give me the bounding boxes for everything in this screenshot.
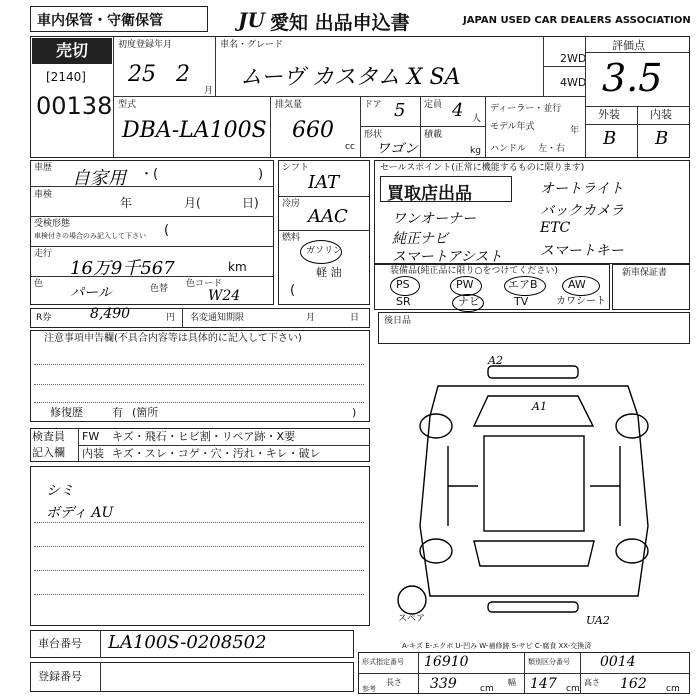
rating-value: 3.5 <box>602 56 663 100</box>
model-label: 型式 <box>118 100 137 110</box>
inspector-label-2: 記入欄 <box>32 446 65 459</box>
notes-label: 注意事項申告欄(不具合内容等は具体的に記入して下さい) <box>44 333 302 344</box>
front-left-wheel <box>420 414 452 438</box>
inspector-note-1: シミ <box>46 483 74 499</box>
receiving-sub: 車検付きの場合のみ記入して下さい <box>34 232 146 240</box>
repair-value: 有 <box>112 406 123 419</box>
inspection-year-unit: 年 <box>120 196 133 210</box>
body-shape-label: 形状 <box>364 130 383 140</box>
load-label: 積載 <box>424 130 443 140</box>
spec-width-label: 幅 <box>508 678 516 687</box>
fuel-value: ガソリン <box>306 246 343 256</box>
spec-height-label: 高さ <box>584 678 600 687</box>
equipment-pw-circle <box>450 276 482 296</box>
equipment-navi-circle <box>452 294 484 312</box>
repair-label: 修復歴 <box>50 406 83 419</box>
fuel-sub: 軽 油 <box>316 266 342 279</box>
chassis-label: 車台番号 <box>38 637 82 650</box>
equipment-ps-circle <box>390 276 420 296</box>
equipment-aw-circle <box>562 276 600 296</box>
selling-points-label: セールスポイント(正常に機能するものに限ります) <box>380 163 585 173</box>
history-open-paren: ・( <box>140 167 159 182</box>
mileage-value: 16万9千567 <box>70 258 175 279</box>
equipment-label: 装備品(純正品に限り○をつけてください) <box>390 266 558 276</box>
shift-label: シフト <box>282 163 310 173</box>
capacity-label: 定員 <box>424 100 443 110</box>
car-name-value: ムーヴ カスタム X SA <box>240 65 461 90</box>
drive-4wd: 4WD <box>560 76 587 89</box>
rating-label: 評価点 <box>612 39 645 52</box>
chassis-value: LA100S-0208502 <box>108 632 267 653</box>
history-label: 車歴 <box>34 163 53 173</box>
repair-paren: (箇所 <box>132 406 159 419</box>
rear-bumper <box>488 602 578 612</box>
model-year-unit: 年 <box>570 126 580 136</box>
reg-number-label: 登録番号 <box>38 670 82 683</box>
handle-options: 左・右 <box>538 144 566 154</box>
doors-value: 5 <box>394 100 406 121</box>
inspector-fw-items: キズ・飛石・ヒビ割・リペア跡・X要 <box>112 430 296 443</box>
sold-badge: 売切 <box>32 38 112 64</box>
mileage-unit: km <box>228 260 247 274</box>
inspector-note-2: ボディ AU <box>46 505 114 521</box>
rating-exterior-label: 外装 <box>598 108 620 121</box>
spec-type-label: 形式指定番号 <box>362 658 404 666</box>
spec-category-value: 0014 <box>600 654 636 670</box>
capacity-value: 4 <box>452 100 464 121</box>
warranty-label: 新車保証書 <box>622 268 668 278</box>
name-change-month: 月 <box>306 313 316 323</box>
recycle-unit: 円 <box>166 313 176 323</box>
recycle-label: R券 <box>36 313 52 323</box>
spec-length-unit: cm <box>480 684 494 694</box>
color-code: W24 <box>208 288 241 304</box>
displacement-value: 660 <box>292 118 334 143</box>
body-shape-value: ワゴン <box>376 141 418 157</box>
selling-badge-text: 買取店出品 <box>387 184 472 204</box>
registration-year: 25 <box>128 62 156 87</box>
name-change-label: 名変通知期限 <box>190 313 245 323</box>
history-value: 自家用 <box>72 168 126 189</box>
equipment-navi: ナビ <box>458 295 480 308</box>
rear-left-wheel <box>420 539 452 563</box>
equipment-pw: PW <box>456 278 474 291</box>
registration-month: 2 <box>176 62 190 87</box>
doors-label: ドア <box>364 100 382 110</box>
spec-height-value: 162 <box>620 676 647 692</box>
body-outline <box>420 386 648 596</box>
inspector-interior-items: キズ・スレ・コゲ・穴・汚れ・キレ・破レ <box>112 447 321 460</box>
equipment-airbag: エアB <box>508 278 538 291</box>
rating-interior: B <box>655 128 669 149</box>
inspector-interior-label: 内装 <box>82 447 104 460</box>
equipment-tv: TV <box>514 295 529 308</box>
inspector-label-1: 検査員 <box>32 430 65 443</box>
selling-badge <box>380 176 512 202</box>
cabin <box>484 436 584 531</box>
recycle-amount: 8,490 <box>90 306 131 322</box>
mark-a1: A1 <box>532 400 547 413</box>
color-value: パール <box>70 285 112 301</box>
spec-ref-label: 参考 <box>362 685 376 693</box>
rear-window <box>474 541 594 566</box>
damage-legend: A-キズ E-エクボ U-凹み W-補修跡 S-サビ C-腐食 XX-交換済 <box>402 642 592 650</box>
roof-top <box>488 366 578 378</box>
fuel-paren: ( <box>290 283 296 298</box>
inspection-label: 車検 <box>34 190 53 200</box>
aircon-value: AAC <box>308 206 348 227</box>
form-title: 愛知 出品申込書 <box>270 12 410 34</box>
selling-point-6: スマートキー <box>540 243 624 259</box>
spec-length-value: 339 <box>430 676 457 692</box>
front-right-wheel <box>616 414 648 438</box>
inspection-day-unit: 日) <box>242 196 259 210</box>
ju-logo-text: JU <box>238 8 265 32</box>
equipment-seat: カワシート <box>556 296 606 307</box>
storage-tag <box>30 6 208 32</box>
storage-tag-text: 車内保管・守衛保管 <box>37 13 163 29</box>
spare-label: スペア <box>398 614 426 624</box>
registration-month-unit: 月 <box>204 86 214 96</box>
model-year-label: モデル年式 <box>490 122 535 132</box>
load-unit: kg <box>470 146 481 156</box>
car-damage-diagram <box>378 346 690 626</box>
rating-exterior: B <box>603 128 617 149</box>
rear-right-wheel <box>616 539 648 563</box>
selling-point-4: ETC <box>540 220 571 236</box>
drive-2wd: 2WD <box>560 52 587 65</box>
shift-value: IAT <box>308 172 340 193</box>
aircon-label: 冷房 <box>282 199 301 209</box>
rating-interior-label: 内装 <box>650 108 672 121</box>
selling-point-7: スマートアシスト <box>392 249 503 265</box>
selling-point-2: バックカメラ <box>540 203 624 219</box>
equipment-sr: SR <box>396 295 411 308</box>
color-label: 色 <box>34 279 44 289</box>
ju-logo <box>238 8 265 32</box>
lot-code: [2140] <box>46 70 86 84</box>
receiving-paren: ( <box>164 223 170 238</box>
equipment-aw: AW <box>568 278 586 291</box>
lot-number: 00138 <box>36 92 113 120</box>
inspection-month-unit: 月( <box>184 196 201 210</box>
dealer-label: ディーラー・並行 <box>490 104 562 114</box>
association-name: JAPAN USED CAR DEALERS ASSOCIATION <box>463 15 691 26</box>
mileage-label: 走行 <box>34 249 53 259</box>
displacement-label: 排気量 <box>275 100 303 110</box>
mark-a2: A2 <box>488 354 503 367</box>
spec-category-label: 類別区分番号 <box>528 658 570 666</box>
spec-width-value: 147 <box>530 676 557 692</box>
fuel-label: 燃料 <box>282 233 301 243</box>
equipment-airbag-circle <box>504 276 546 296</box>
receiving-label: 受検形態 <box>34 219 71 229</box>
spec-height-unit: cm <box>666 684 680 694</box>
mark-ua2: UA2 <box>586 614 610 627</box>
selling-point-5: 純正ナビ <box>392 231 448 247</box>
car-name-label: 車名・グレード <box>220 40 284 50</box>
repair-close: ) <box>352 406 357 419</box>
spec-length-label: 長さ <box>386 678 402 687</box>
inspector-fw-label: FW <box>82 430 100 443</box>
capacity-unit: 人 <box>472 114 482 124</box>
later-items-block <box>378 312 690 344</box>
selling-point-3: ワンオーナー <box>392 211 476 227</box>
color-code-label: 色コード <box>186 279 223 289</box>
model-value: DBA-LA100S <box>122 118 267 143</box>
displacement-unit: cc <box>345 142 355 152</box>
color-change-label: 色替 <box>150 284 169 294</box>
equipment-ps: PS <box>396 278 410 291</box>
spec-width-unit: cm <box>566 684 580 694</box>
name-change-day: 日 <box>350 313 360 323</box>
spec-type-value: 16910 <box>424 654 469 670</box>
later-items-label: 後日品 <box>384 316 412 326</box>
spare-tire <box>398 586 426 614</box>
registration-label: 初度登録年月 <box>118 40 173 50</box>
selling-point-1: オートライト <box>540 181 624 197</box>
handle-label: ハンドル <box>490 144 527 154</box>
history-close-paren: ) <box>258 167 264 182</box>
